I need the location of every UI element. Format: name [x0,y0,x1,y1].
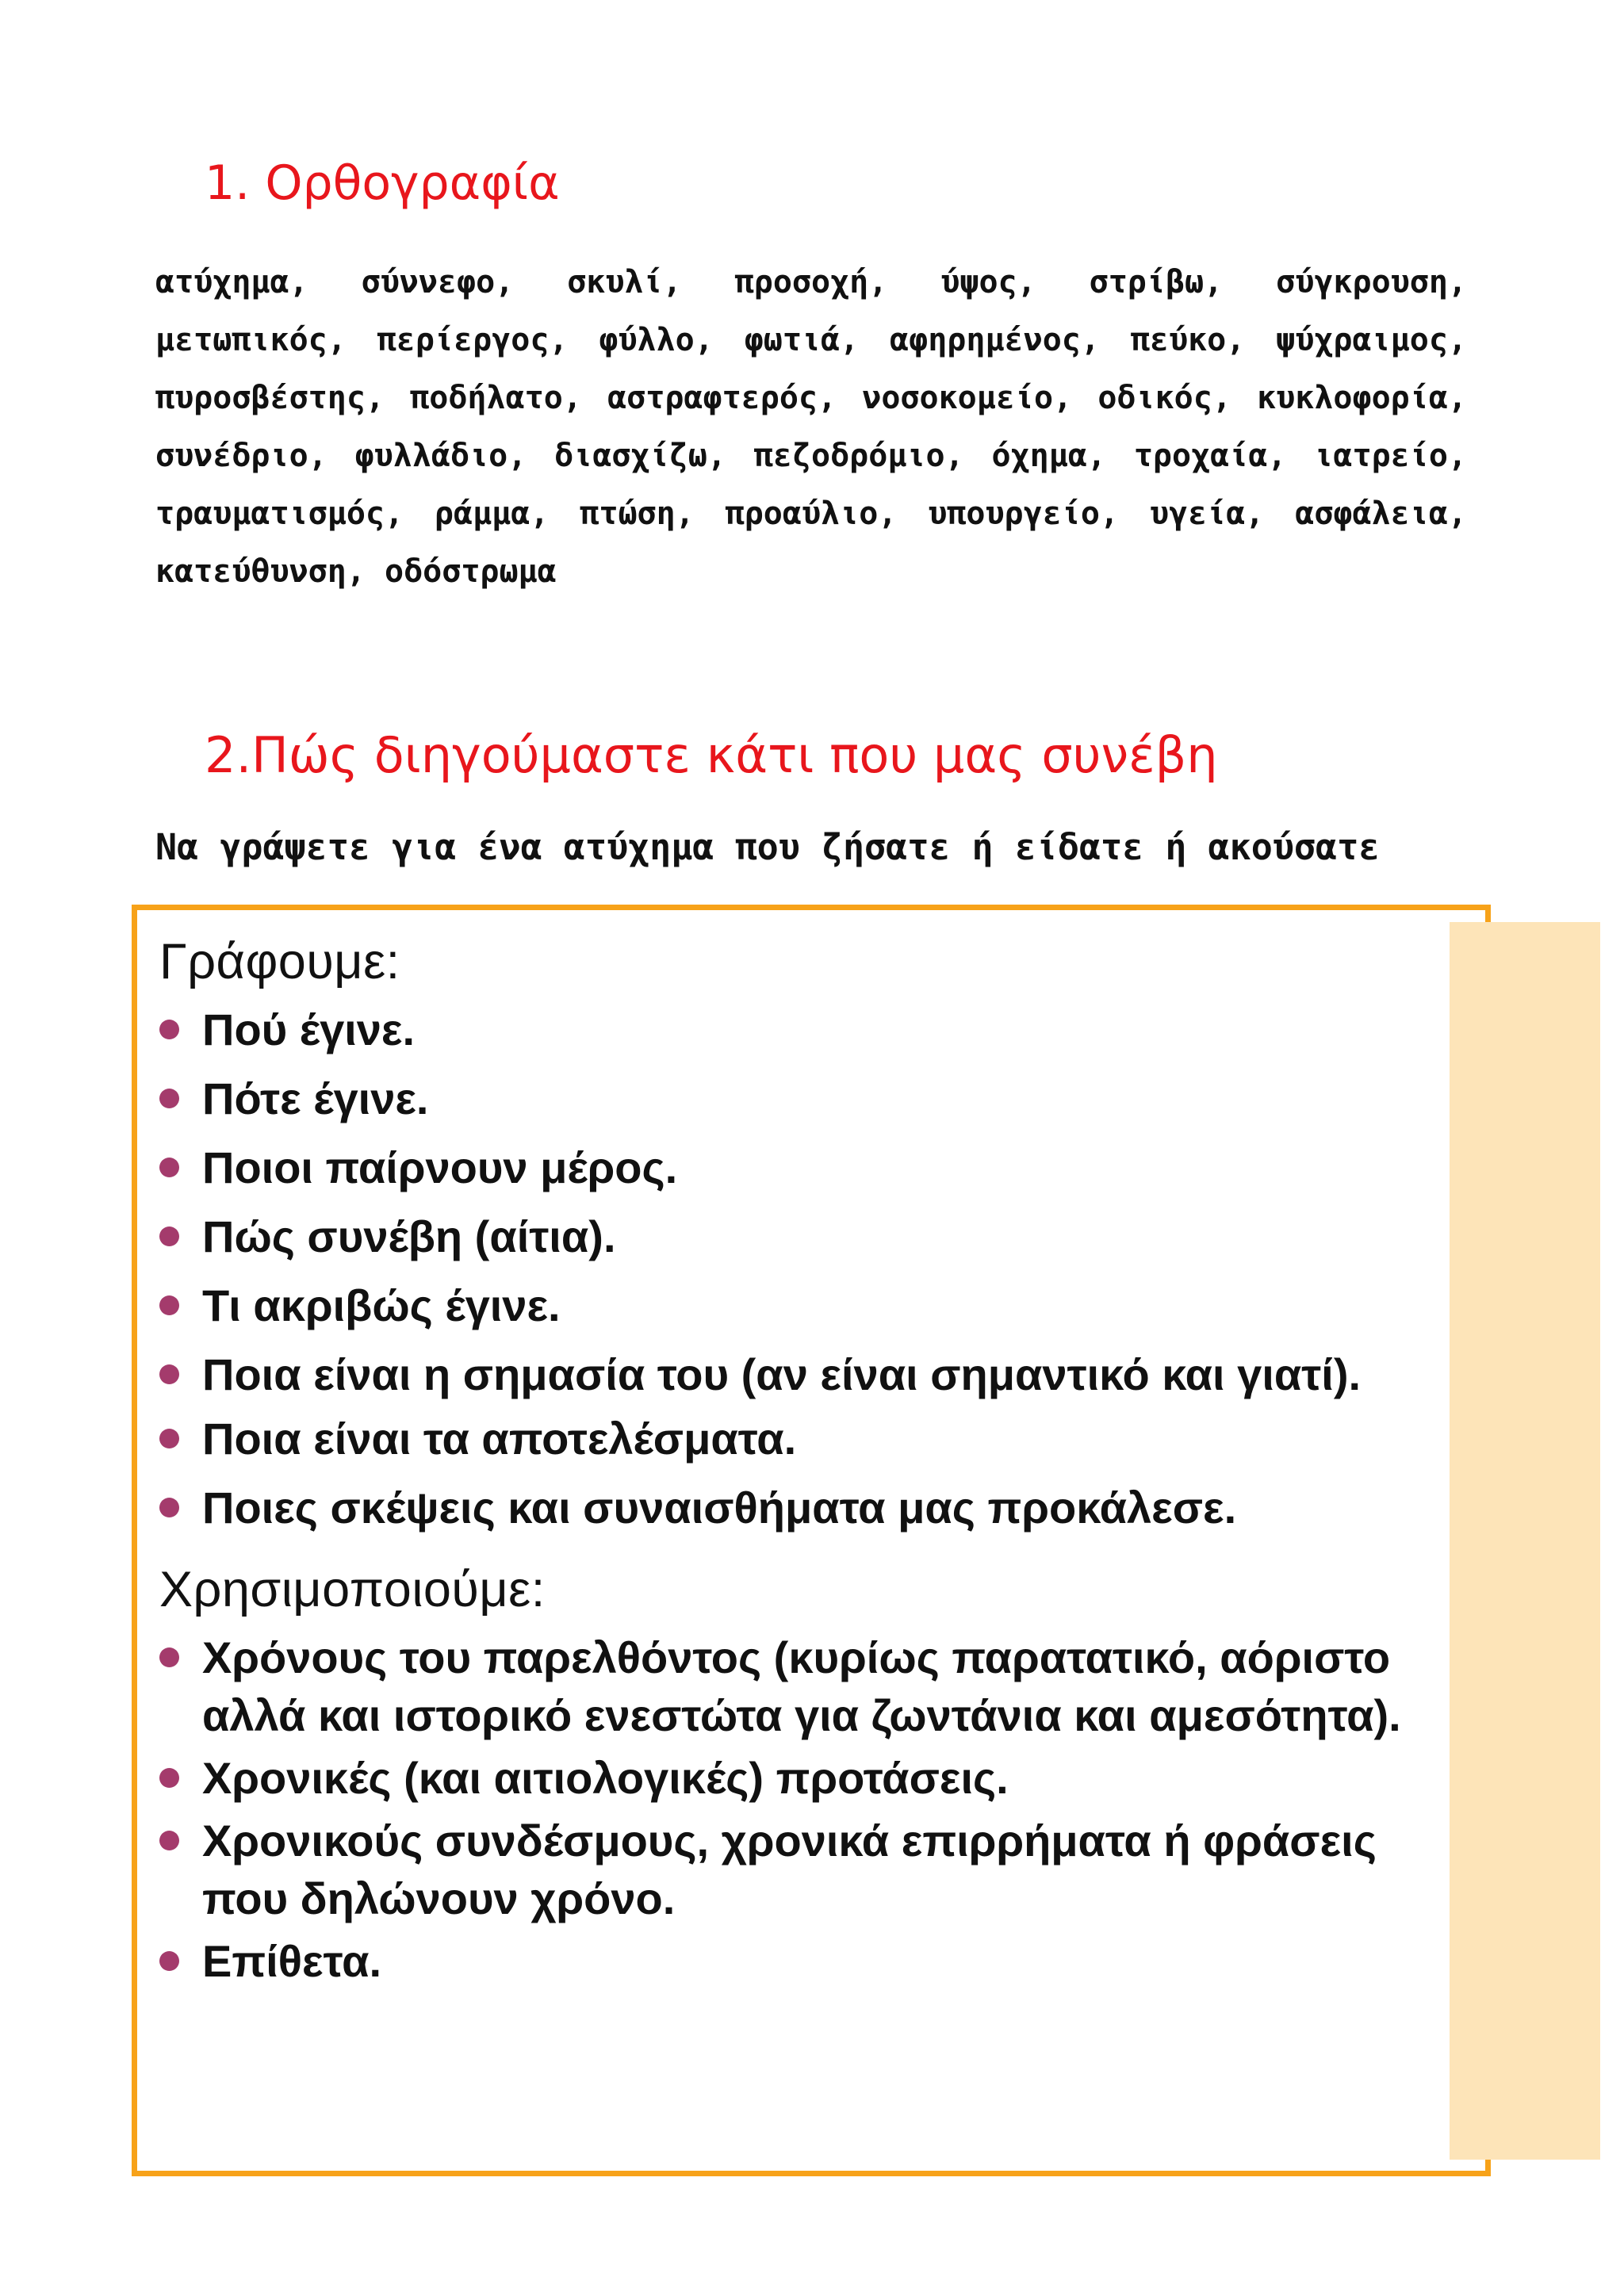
write-points-list [159,1001,1436,1536]
write-heading: Γράφουμε: [159,934,400,989]
bullet-icon [159,1831,179,1850]
use-points-list [159,1628,1436,1990]
bullet-icon [159,1295,179,1315]
list-item-text: Ποιες σκέψεις και συναισθήματα μας προκάλεσε. [202,1483,1237,1533]
list-item [159,1276,1436,1334]
list-item-text: Τι ακριβώς έγινε. [202,1280,561,1330]
list-item [159,1628,1436,1744]
list-item-text: Επίθετα. [202,1936,382,1986]
list-item [159,1070,1436,1127]
list-item [159,1932,1436,1990]
section-1-heading: 1. Ορθογραφία [205,155,560,211]
list-item-text: Πού έγινε. [202,1004,416,1054]
list-item [159,1479,1436,1536]
bullet-icon [159,1498,179,1517]
bullet-icon [159,1647,179,1667]
decorative-side-strip [1450,922,1600,2160]
list-item-text: Πότε έγινε. [202,1073,429,1123]
bullet-icon [159,1951,179,1971]
writing-guide-box [132,905,1491,2176]
list-item-text: Ποια είναι τα αποτελέσματα. [202,1414,797,1464]
list-item [159,1001,1436,1058]
list-item-text: Πώς συνέβη (αίτια). [202,1211,616,1261]
bullet-icon [159,1768,179,1788]
list-item [159,1345,1436,1403]
list-item [159,1410,1436,1468]
list-item-text: Ποια είναι η σημασία του (αν είναι σημαντικό και γιατί). [202,1349,1362,1399]
list-item-text: Χρονικές (και αιτιολογικές) προτάσεις. [202,1753,1009,1803]
bullet-icon [159,1226,179,1246]
spelling-word-list: ατύχημα, σύννεφο, σκυλί, προσοχή, ύψος, στρίβω, σύγκρουση, μετωπικός, περίεργος, φύλλο, φωτιά, αφηρημένος, πεύκο, ψύχραιμος, πυροσβέστης, ποδήλατο, αστραφτερός, νοσοκομείο, οδικός, κυκλοφορία, συνέδριο, φυλλάδιο, διασχίζω, πεζοδρόμιο, όχημα, τροχαία, ιατρείο, τραυματισμός, ράμμα, πτώση, προαύλιο, υπουργείο, υγεία, ασφάλεια, κατεύθυνση, οδόστρωμα [155,264,1467,590]
list-item [159,1749,1436,1807]
list-item-text: Ποιοι παίρνουν μέρος. [202,1142,678,1192]
writing-guide-content [159,929,1436,1995]
bullet-icon [159,1089,179,1108]
list-item-text: Χρόνους του παρελθόντος (κυρίως παρατατικό, αόριστο αλλά και ιστορικό ενεστώτα για ζωντάνια και αμεσότητα). [202,1632,1401,1740]
list-item [159,1812,1436,1927]
list-item [159,1207,1436,1265]
bullet-icon [159,1158,179,1177]
writing-instruction: Να γράψετε για ένα ατύχημα που ζήσατε ή είδατε ή ακούσατε [155,826,1381,868]
bullet-icon [159,1020,179,1039]
bullet-icon [159,1364,179,1384]
use-heading: Χρησιμοποιούμε: [159,1562,546,1617]
list-item-text: Χρονικούς συνδέσμους, χρονικά επιρρήματα ή φράσεις που δηλώνουν χρόνο. [202,1816,1377,1923]
list-item [159,1138,1436,1196]
section-2-heading: 2.Πώς διηγούμαστε κάτι που μας συνέβη [205,726,1218,784]
bullet-icon [159,1429,179,1448]
